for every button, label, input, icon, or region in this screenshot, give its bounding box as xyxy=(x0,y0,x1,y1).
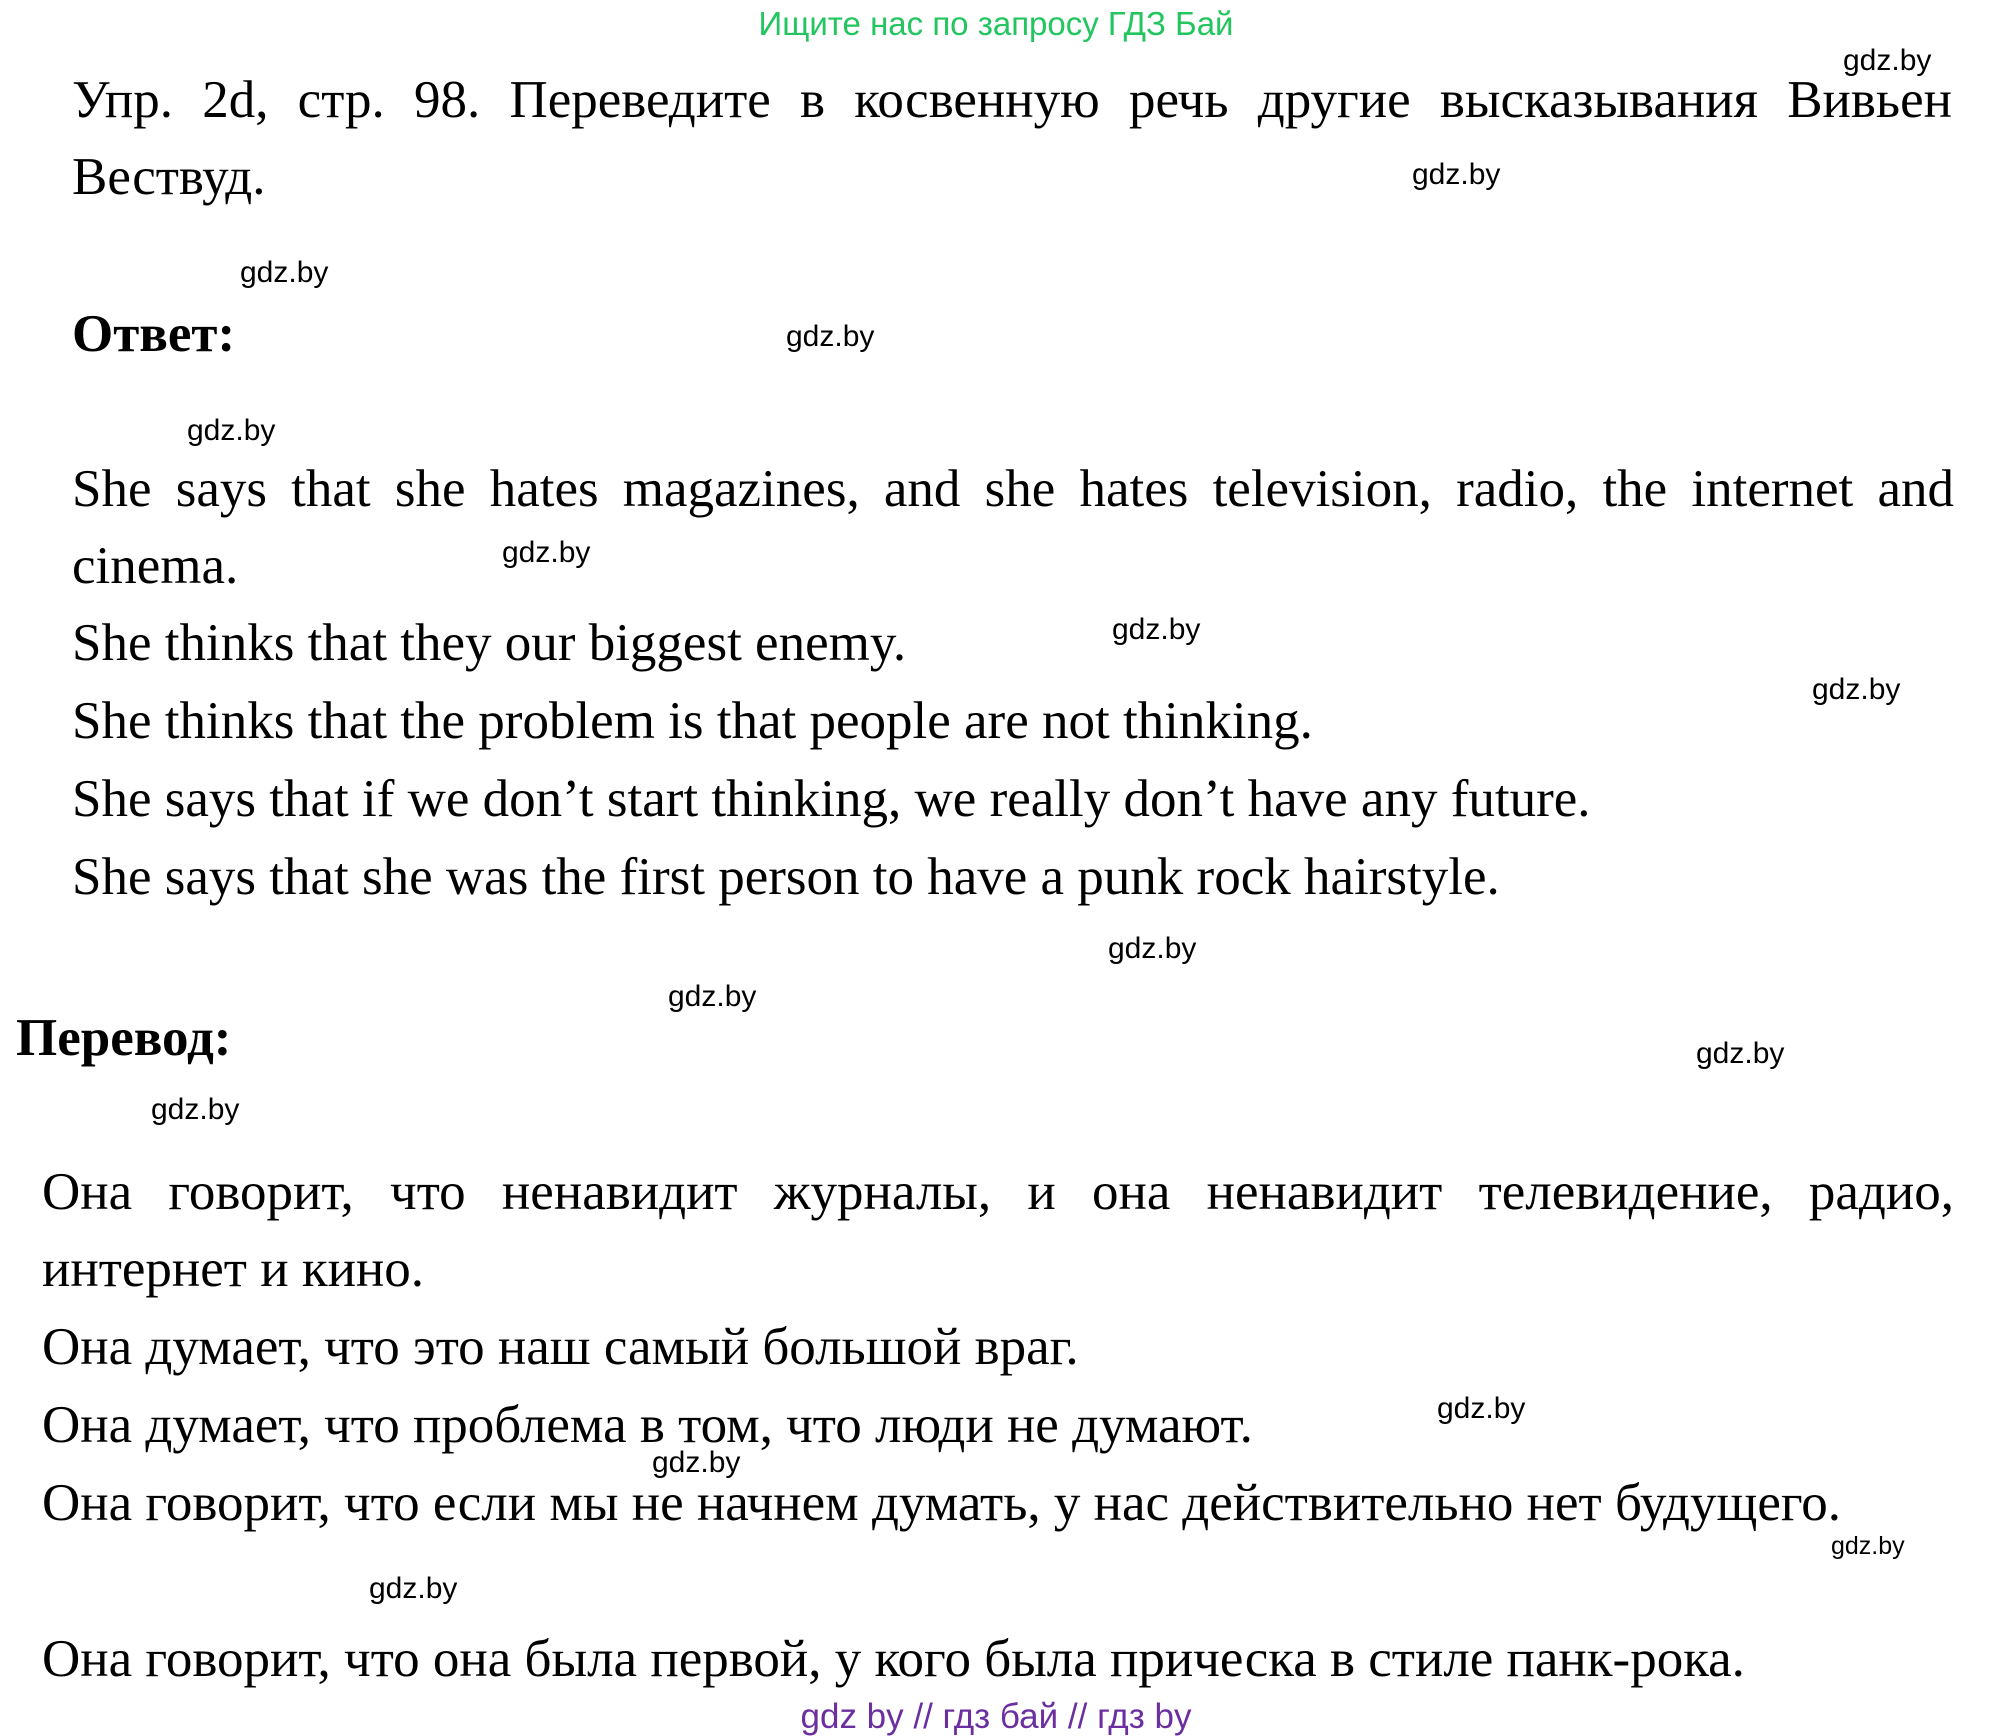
translation-line-4: Она говорит, что если мы не начнем думать, у нас действительно нет будущего. xyxy=(42,1474,1842,1532)
footer-links: gdz by // гдз бай // гдз by xyxy=(800,1697,1192,1736)
answer-line-1: She says that she hates magazines, and she hates television, radio, the internet and cinema. xyxy=(72,460,1954,595)
watermark: gdz.by xyxy=(1108,932,1197,965)
translation-line-5: Она говорит, что она была первой, у кого была прическа в стиле панк-рока. xyxy=(42,1630,1745,1688)
watermark: gdz.by xyxy=(151,1093,240,1126)
translation-heading: Перевод: xyxy=(16,1009,232,1067)
watermark: gdz.by xyxy=(1812,673,1901,706)
answer-line-3: She thinks that the problem is that people are not thinking. xyxy=(72,692,1313,750)
translation-line-2: Она думает, что это наш самый большой враг. xyxy=(42,1318,1079,1376)
search-banner: Ищите нас по запросу ГДЗ Бай xyxy=(758,5,1234,42)
watermark: gdz.by xyxy=(1831,1532,1905,1560)
watermark: gdz.by xyxy=(1843,44,1932,77)
watermark: gdz.by xyxy=(652,1446,741,1479)
watermark: gdz.by xyxy=(1412,158,1501,191)
answer-line-5: She says that she was the first person to have a punk rock hairstyle. xyxy=(72,848,1500,906)
watermark: gdz.by xyxy=(668,980,757,1013)
watermark: gdz.by xyxy=(187,414,276,447)
answer-line-4: She says that if we don’t start thinking, we really don’t have any future. xyxy=(72,770,1591,828)
watermark: gdz.by xyxy=(1112,613,1201,646)
answer-heading: Ответ: xyxy=(72,305,236,363)
answer-line-2: She thinks that they our biggest enemy. xyxy=(72,614,907,672)
translation-line-3: Она думает, что проблема в том, что люди не думают. xyxy=(42,1396,1253,1454)
task-statement: Упр. 2d, стр. 98. Переведите в косвенную речь другие высказывания Вивьен Вествуд. xyxy=(72,71,1952,206)
watermark: gdz.by xyxy=(240,256,329,289)
watermark: gdz.by xyxy=(502,536,591,569)
watermark: gdz.by xyxy=(369,1572,458,1605)
translation-line-1: Она говорит, что ненавидит журналы, и она ненавидит телевидение, радио, интернет и кино. xyxy=(42,1163,1954,1298)
watermark: gdz.by xyxy=(786,320,875,353)
watermark: gdz.by xyxy=(1696,1037,1785,1070)
watermark: gdz.by xyxy=(1437,1392,1526,1425)
